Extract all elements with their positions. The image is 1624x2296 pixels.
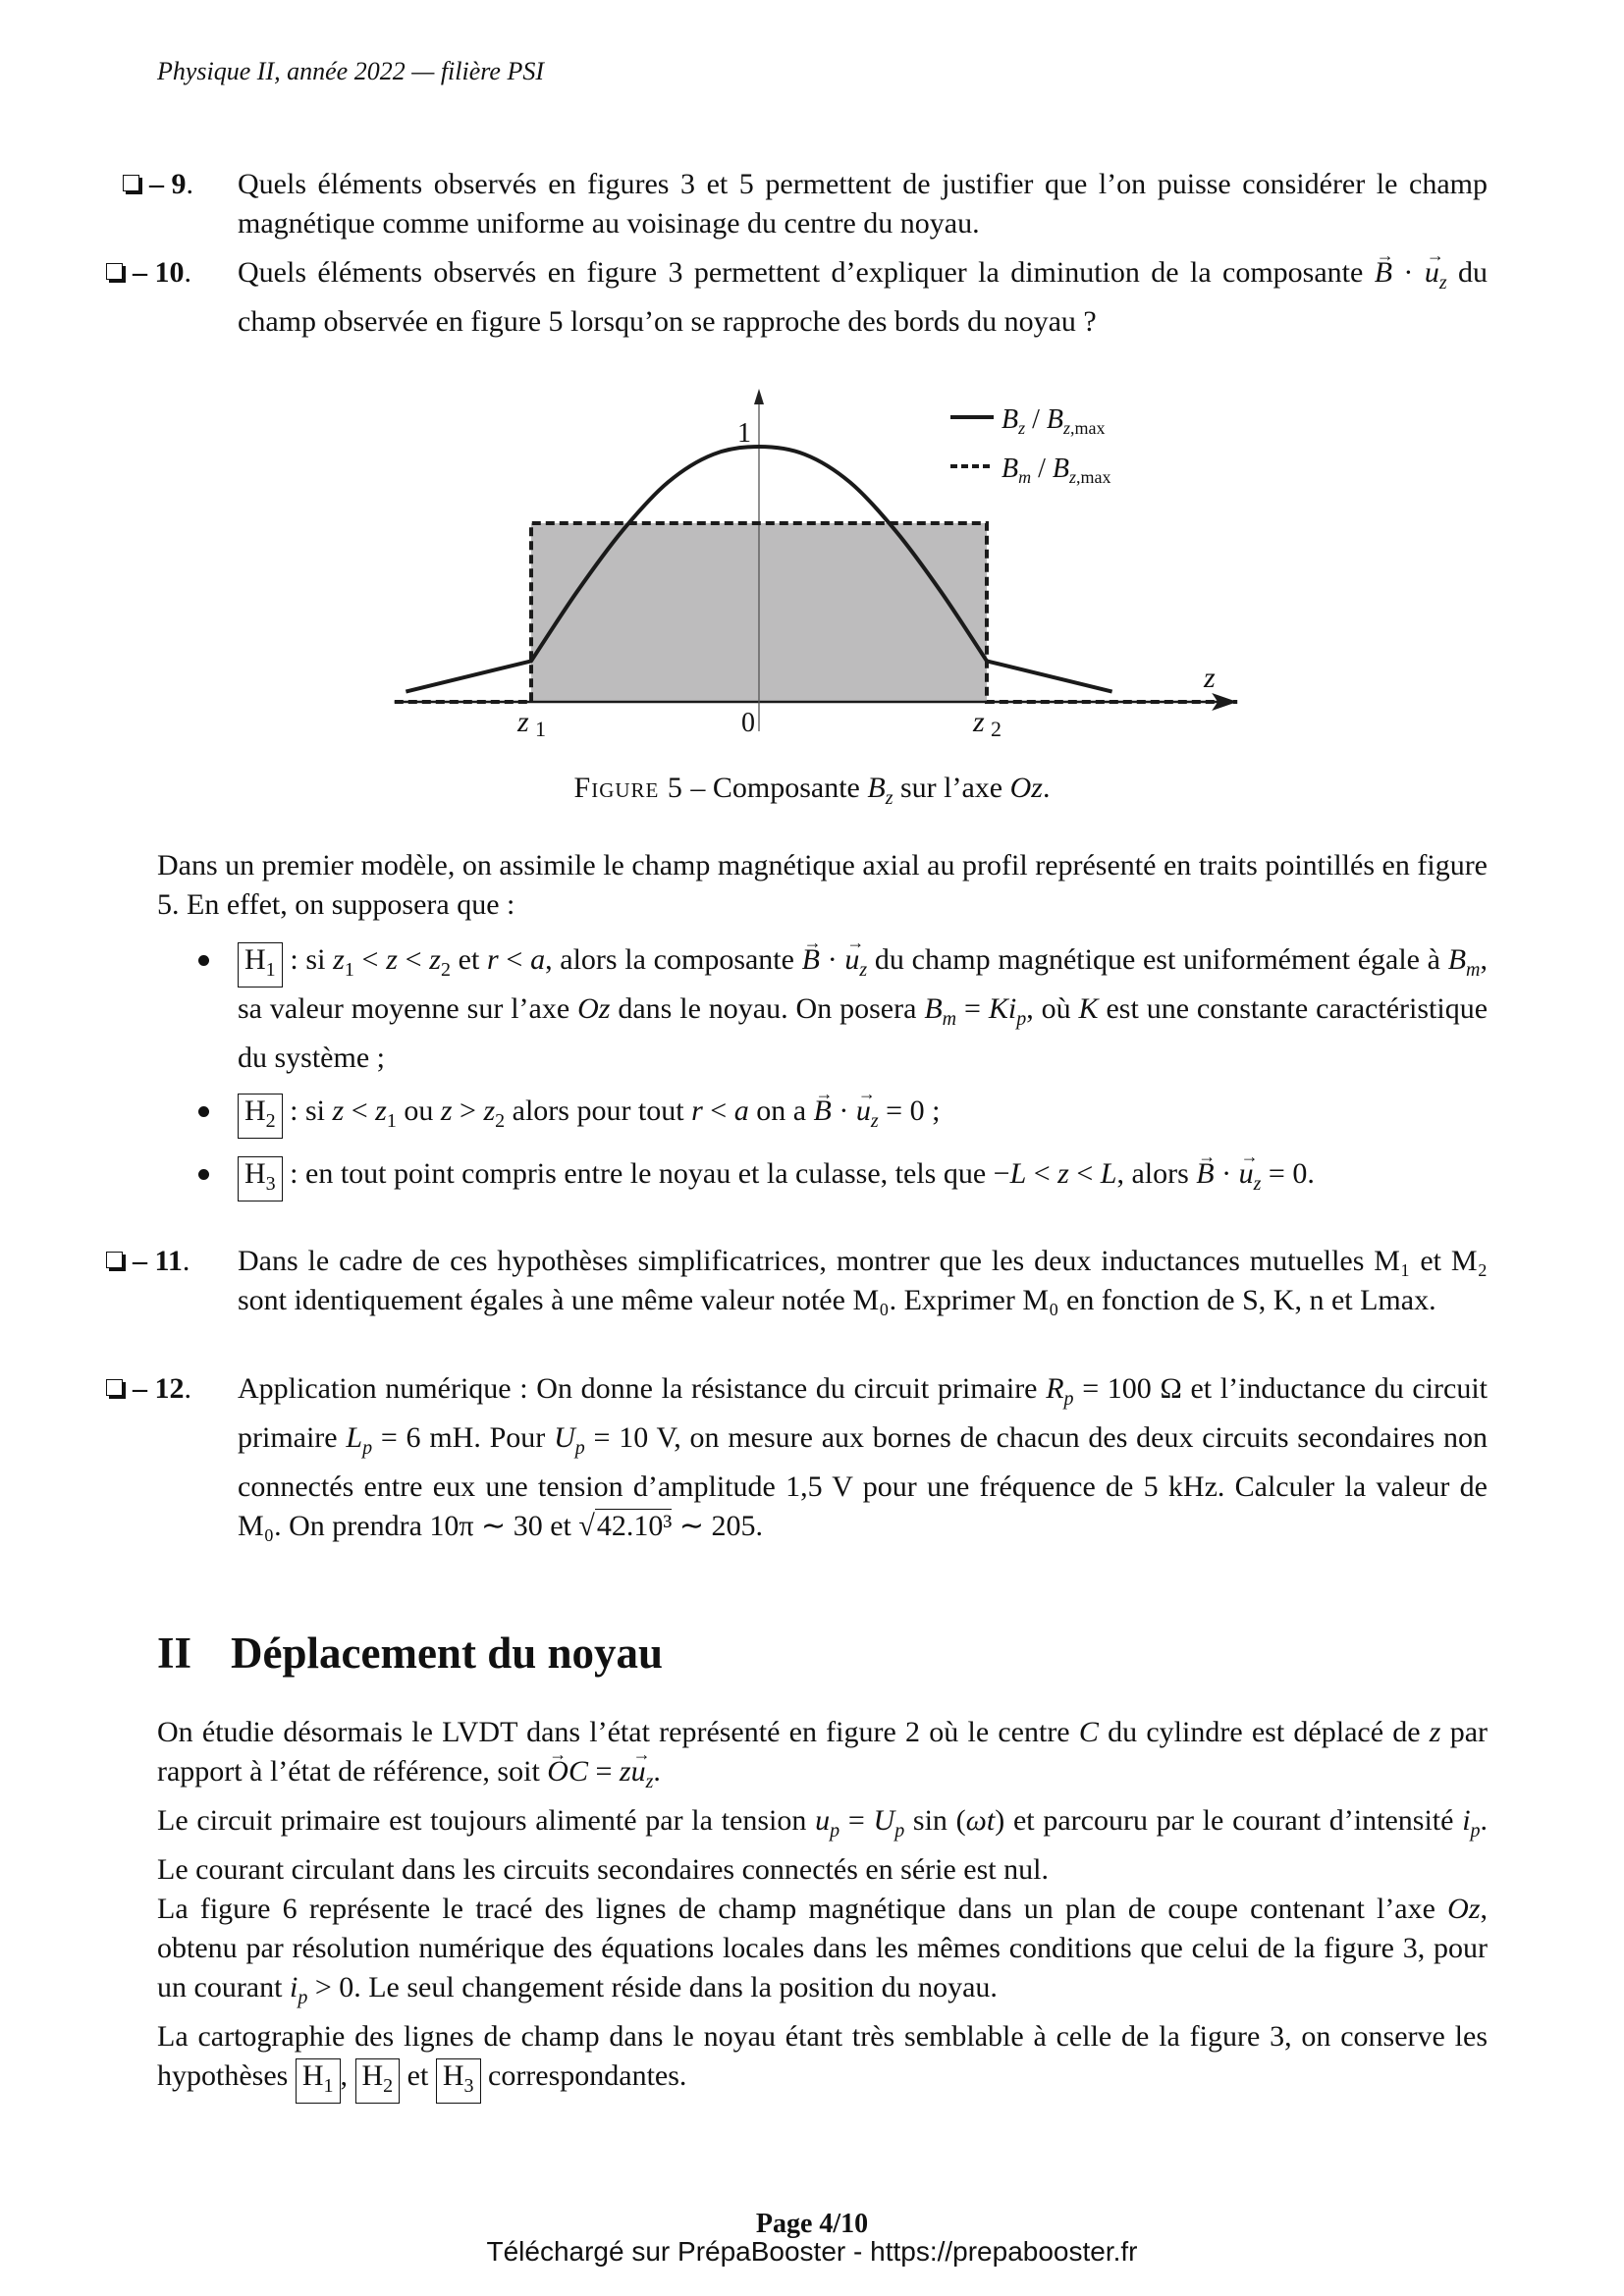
question-marker: – 9.	[123, 165, 193, 204]
hypothesis-h3: $H_3$ : en tout point compris entre le noyau et la culasse, tels que −L < z < L, alors → B · → $u_z = 0$.	[196, 1154, 1488, 1203]
page-number: Page 4/10	[755, 2209, 869, 2239]
figure-5-caption	[0, 769, 1624, 818]
legend-label-bm: $B_m / B_{z,max}$	[1001, 454, 1111, 487]
vector-uz: → u	[1425, 253, 1439, 293]
hypothesis-ref: $H_2$	[355, 2058, 401, 2104]
question-text: Application numérique : On donne la résistance du circuit primaire $R_p = 100$ Ω et l’inductance du circuit primaire $L_p = 6$ mH. Pour $U_p = 10$ V, on mesure aux bornes de chacun des deux circuits secondaires non connectés entre eux une tension d’amplitude 1,5 V pour une fréquence de 5 kHz. Calculer la valeur de M₀. On prendra 10π ∼ 30 et √42.10³ ∼ 205.	[238, 1372, 1489, 1542]
figure-5-chart	[0, 0, 1624, 815]
x-tick-label-z2-sub: 2	[991, 717, 1001, 741]
section-paragraph-1: On étudie désormais le LVDT dans l’état représenté en figure 2 où le centre C du cylindre est déplacé de z par rapport à l’état de référence, soit → OC = $z\to u_z$. Le circuit primaire est toujours alimenté par la tension $u_p = U_p$ sin (ωt) et parcouru par le courant d’intensité $i_p$. Le courant circulant dans les circuits secondaires connectés en série est nul. La figure 6 représente le tracé des lignes de champ magnétique dans un plan de coupe contenant l’axe Oz, obtenu par résolution numérique des équations locales dans les mêmes conditions que celui de la figure 3, pour un courant $i_p > 0$. Le seul changement réside dans la position du noyau. La cartographie des lignes de champ dans le noyau étant très semblable à celle de la figure 3, on conserve les hypothèses $H_1$ , $H_2$ et $H_3$ correspondantes.	[157, 1713, 1488, 2104]
hypothesis-ref: $H_1$	[296, 2058, 341, 2104]
hypothesis-h1: $H_1$ : si $z_1 < z < z_2$ et r < a, alors la composante → B · → $u_z$ du champ magnétique est uniformément égale à $B_m$, sa valeur moyenne sur l’axe Oz dans le noyau. On posera $B_m = Ki_p$, où K est une constante caractéristique du système ;	[196, 940, 1488, 1078]
intro-paragraph: Dans un premier modèle, on assimile le champ magnétique axial au profil représenté en traits pointillés en figure 5. En effet, on supposera que :	[157, 849, 1488, 921]
download-notice: Téléchargé sur PrépaBooster - https://prepabooster.fr	[486, 2236, 1138, 2267]
y-axis-arrow-icon	[754, 389, 764, 404]
question-text: Quels éléments observés en figure 3 permettent d’expliquer la diminution de la composante → B · → $u_z$ du champ observée en figure 5 lorsqu’on se rapproche des bords du noyau ?	[238, 253, 1488, 342]
caption-label: Figure 5	[573, 772, 683, 804]
bullet-icon	[198, 955, 209, 966]
bullet-icon	[198, 1106, 209, 1117]
question-marker: – 12.	[106, 1369, 191, 1409]
legend-label-bz: $B_z / B_{z,max}$	[1001, 404, 1106, 438]
caption-text: – Composante $B_z$ sur l’axe Oz.	[690, 772, 1051, 809]
sqrt-argument: 42.10³	[596, 1510, 673, 1542]
checkbox-icon	[106, 1252, 123, 1268]
x-tick-label-0: 0	[741, 708, 755, 738]
checkbox-icon	[106, 1379, 123, 1396]
hypothesis-label: $H_2$	[238, 1094, 283, 1139]
vector-B: → B	[1375, 253, 1392, 293]
hypothesis-label: $H_1$	[238, 942, 283, 988]
question-marker: – 11.	[106, 1242, 189, 1281]
question-12	[106, 1369, 1488, 1546]
running-head: Physique II, année 2022 — filière PSI	[157, 57, 544, 85]
question-text: Quels éléments observés en figures 3 et 5 permettent de justifier que l’on puisse considérer le champ magnétique comme uniforme au voisinage du centre du noyau.	[238, 168, 1488, 240]
question-text: Dans le cadre de ces hypothèses simplificatrices, montrer que les deux inductances mutuelles M₁ et M₂ sont identiquement égales à une même valeur notée M₀. Exprimer M₀ en fonction de S, K, n et Lmax.	[238, 1245, 1488, 1316]
x-tick-label-z1-sub: 1	[535, 717, 546, 741]
question-marker: – 10.	[106, 253, 191, 293]
y-tick-label-1: 1	[737, 418, 751, 449]
x-axis-label: z	[1204, 662, 1216, 694]
x-tick-label-z1: z	[517, 706, 529, 738]
hypothesis-h2: $H_2$ : si $z < z_1$ ou $z > z_2$ alors pour tout r < a on a → B · → $u_z = 0$ ;	[196, 1092, 1488, 1141]
hypothesis-ref: $H_3$	[436, 2058, 481, 2104]
section-title: II Déplacement du noyau	[157, 1629, 664, 1678]
hypotheses-list	[196, 940, 1488, 1217]
x-tick-label-z2: z	[973, 706, 985, 738]
bullet-icon	[198, 1169, 209, 1180]
hypothesis-label: $H_3$	[238, 1156, 283, 1201]
question-11	[106, 1242, 1488, 1320]
